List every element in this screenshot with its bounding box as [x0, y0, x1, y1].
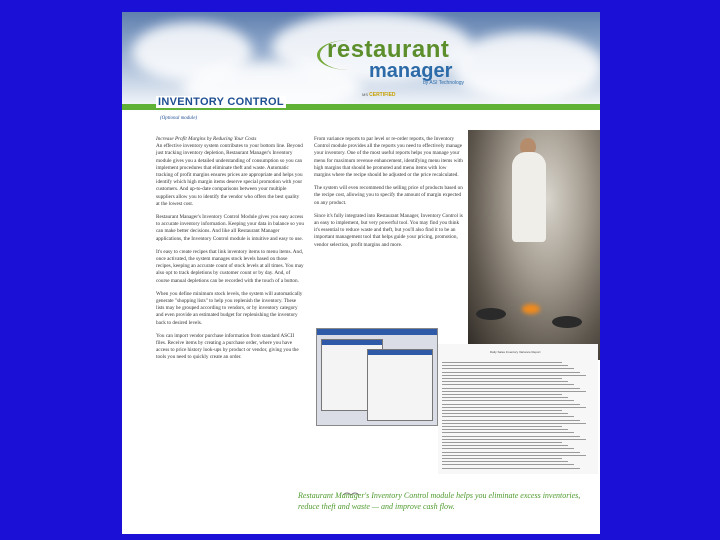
- chef-figure: [512, 152, 546, 242]
- paragraph: When you define minimum stock levels, the system will automatically generate "shopping lists" to help you replenish the inventory. These lists may be grouped according to vendors, or by inventory category and even provide an estimated budget for replenishing the inventory back to desired levels.: [156, 290, 303, 326]
- page-title: INVENTORY CONTROL: [158, 96, 284, 108]
- report-row: [442, 397, 568, 398]
- report-row: [442, 439, 586, 440]
- report-row: [442, 381, 568, 382]
- report-row: [442, 404, 580, 405]
- report-row: [442, 426, 562, 427]
- report-row: [442, 378, 562, 379]
- report-row: [442, 442, 562, 443]
- paragraph: Restaurant Manager's Inventory Control Module gives you easy access to accurate inventory information. Keeping your data in balance so you can make better decisions. And like all Restaurant Manager applications, the Inventory Control module is intuitive and easy to use.: [156, 214, 304, 242]
- report-row: [442, 423, 586, 424]
- report-row: [442, 375, 586, 376]
- software-screenshot: [316, 328, 438, 426]
- report-row: [442, 452, 580, 453]
- report-row: [442, 448, 574, 449]
- variance-report-image: [438, 344, 598, 474]
- paragraph: The system will even recommend the selling price of products based on the recipe cost, allowing you to specify the amount of margin expected on any product.: [314, 185, 463, 206]
- report-row: [442, 436, 580, 437]
- frying-pan: [476, 308, 506, 320]
- report-row: [442, 410, 562, 411]
- report-row: [442, 362, 562, 363]
- report-row: [442, 394, 562, 395]
- report-row: [442, 372, 580, 373]
- report-row: [442, 420, 580, 421]
- page-subtitle: (Optional module): [160, 116, 198, 121]
- paragraph-heading: Increase Profit Margins by Reducing Your Costs: [156, 136, 257, 142]
- ms-certified-badge: [362, 92, 396, 98]
- brochure-page: [122, 12, 600, 534]
- report-row: [442, 400, 574, 401]
- report-row: [442, 461, 568, 462]
- report-row: [442, 468, 580, 469]
- report-row: [442, 464, 574, 465]
- report-row: [442, 432, 574, 433]
- text-column-left: [156, 136, 304, 368]
- frying-pan: [552, 316, 582, 328]
- tagline: Restaurant Manager's Inventory Control module helps you eliminate excess inventories, reduce theft and waste — and improve cash flow.: [298, 491, 581, 511]
- ms-certified-word: CERTIFIED: [369, 92, 396, 98]
- report-row: [442, 458, 562, 459]
- report-row: [442, 365, 568, 366]
- paragraph-text: An effective inventory system contributes to your bottom line. Beyond just tracking inventory depletion, Restaurant Manager's Inventory module gives you a detailed understanding of consumption so you can implement procedures that eliminate theft and waste. Automatic tracking of profit margins ensures prices are appropriate and helps you identify which high margin items deserve special promotion with your customers. And up-to-date comparisons between your multiple suppliers allow you to identify the vendor who offers the best quality at the lowest cost.: [156, 143, 303, 207]
- logo-word-manager: manager: [369, 60, 453, 82]
- report-row: [442, 407, 586, 408]
- paragraph: You can import vendor purchase information from standard ASCII files. Receive items by creating a purchase order, where you have access to price history look-ups by product or vendor, giving you the tools you need to quickly create an order.: [156, 332, 299, 361]
- paragraph: From variance reports to par level or re-order reports, the Inventory Control module provides all the reports you need to effectively manage your inventory. One of the most useful reports helps you manage your menu for maximum revenue enhancement, identifying menu items with high margins that should be promoted and menu items with low margins where the recipe should be adjusted or the price recalculated.: [314, 136, 463, 179]
- paragraph: Since it's fully integrated into Restaurant Manager, Inventory Control is an easy to implement, but very powerful tool. You may find you think it's essential to reduce waste and theft, but you'll also find it to be an important management tool that helps guide your pricing, promotion, vendor selection, profit margins and more.: [314, 212, 463, 248]
- report-heading: Daily Sales Inventory Variance Report: [490, 350, 541, 354]
- report-row: [442, 368, 574, 369]
- report-row: [442, 416, 574, 417]
- logo-tagline: by ASI Technology: [423, 80, 465, 86]
- restaurant-manager-logo: [327, 38, 464, 86]
- ms-prefix: MS: [362, 92, 368, 97]
- report-row: [442, 384, 574, 385]
- paragraph: It's easy to create recipes that link inventory items to menu items. And, once activated, the system manages stock levels based on those recipes, keeping an accurate count of stock levels at all times. You may also opt to track depletions by customer count or by day. And, of course manual depletions can be recorded with the touch of a button.: [156, 248, 304, 284]
- report-row: [442, 413, 568, 414]
- report-row: [442, 455, 586, 456]
- paragraph: [156, 136, 304, 208]
- report-row: [442, 391, 586, 392]
- report-row: [442, 388, 580, 389]
- report-row: [442, 445, 568, 446]
- logo-word-restaurant: restaurant: [327, 36, 450, 63]
- text-column-right: [314, 136, 464, 255]
- stove-flame: [522, 304, 540, 314]
- report-row: [442, 429, 568, 430]
